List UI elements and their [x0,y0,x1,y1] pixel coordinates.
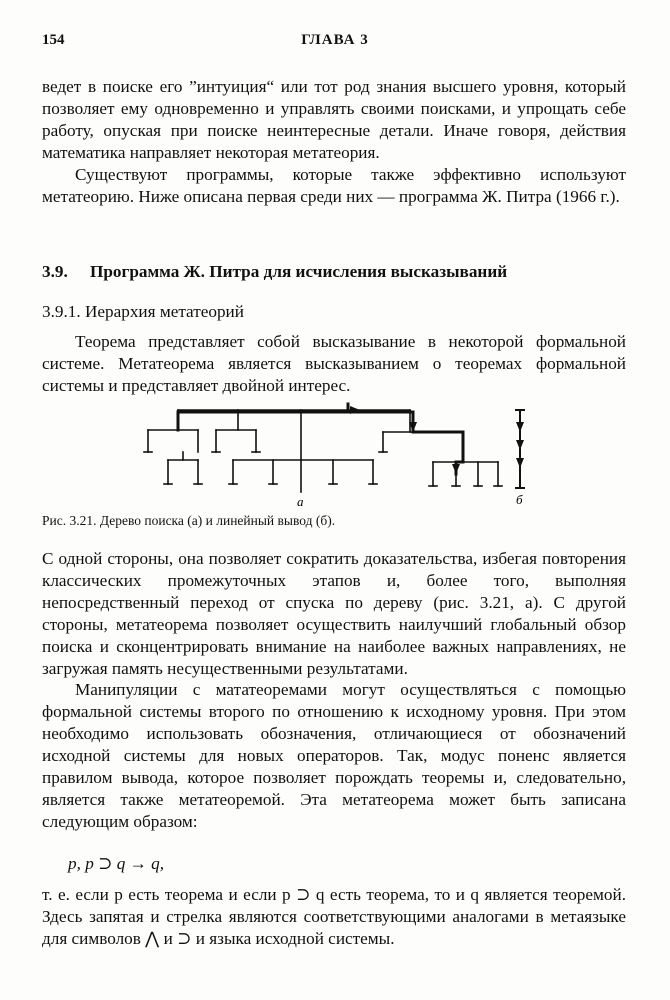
intro-text [42,76,626,207]
subsection-heading: 3.9.1. Иерархия метатеорий [42,302,244,321]
arrow-head [516,458,524,468]
body-text [42,548,626,833]
paragraph-3-block [42,331,626,397]
search-path [178,412,413,430]
section-heading [42,262,507,282]
figure-label-b: б [516,492,523,507]
paragraph-2: Существуют программы, которые также эффективно используют метатеорию. Ниже описана первая среди них — программа Ж. Питра (1966 г.). [42,164,626,206]
section-title: Программа Ж. Питра для исчисления высказываний [90,262,508,281]
paragraph-1: ведет в поиске его ”интуиция“ или тот род знания высшего уровня, который позволяет ему одновременно и управлять своими поисками, и упрощать себе работу, опуская при поиске неинтересные детали. Иначе говоря, действия математика направляет некоторая метатеория. [42,77,626,162]
figure-caption: Рис. 3.21. Дерево поиска (а) и линейный вывод (б). [42,513,336,528]
paragraph-3: Теорема представляет собой высказывание в некоторой формальной системе. Метатеорема является высказыванием о теоремах формальной системы и представляет двойной интерес. [42,332,626,395]
figure-label-a: а [297,494,304,509]
page-header [42,32,628,54]
chapter-title: ГЛАВА 3 [301,32,369,48]
page-number: 154 [42,32,65,48]
search-tree-figure [138,402,538,512]
paragraph-6: т. е. если p есть теорема и если p ⊃ q есть теорема, то и q является теоремой. Здесь запятая и стрелка являются соответствующими аналогами в метаязыке для символов ⋀ и ⊃ и языка исходной системы. [42,885,626,948]
section-number: 3.9. [42,262,68,281]
paragraph-4: С одной стороны, она позволяет сократить доказательства, избегая повторения классических промежуточных этапов и, более того, выполняя непосредственный переход от спуска по дереву (рис. 3.21, а). С другой стороны, метатеорема позволяет осуществить наилучший глобальный обзор поиска и сконцентрировать внимание на наиболее важных направлениях, не загружая память несущественными результатами. [42,549,626,678]
formula: p, p ⊃ q → q, [68,854,165,873]
arrow-head [452,464,460,474]
arrow-head [516,422,524,432]
closing-text [42,884,626,950]
paragraph-5: Манипуляции с мататеоремами могут осуществляться с помощью формальной системы второго по отношению к исходному уровня. При этом необходимо использовать обозначения, отличающиеся от обозначений исходной системы для новых операторов. Так, модус поненс является правилом вывода, которое позволяет порождать теоремы и, следовательно, является также метатеоремой. Эта метатеорема может быть записана следующим образом: [42,680,626,831]
arrow-head [516,440,524,450]
